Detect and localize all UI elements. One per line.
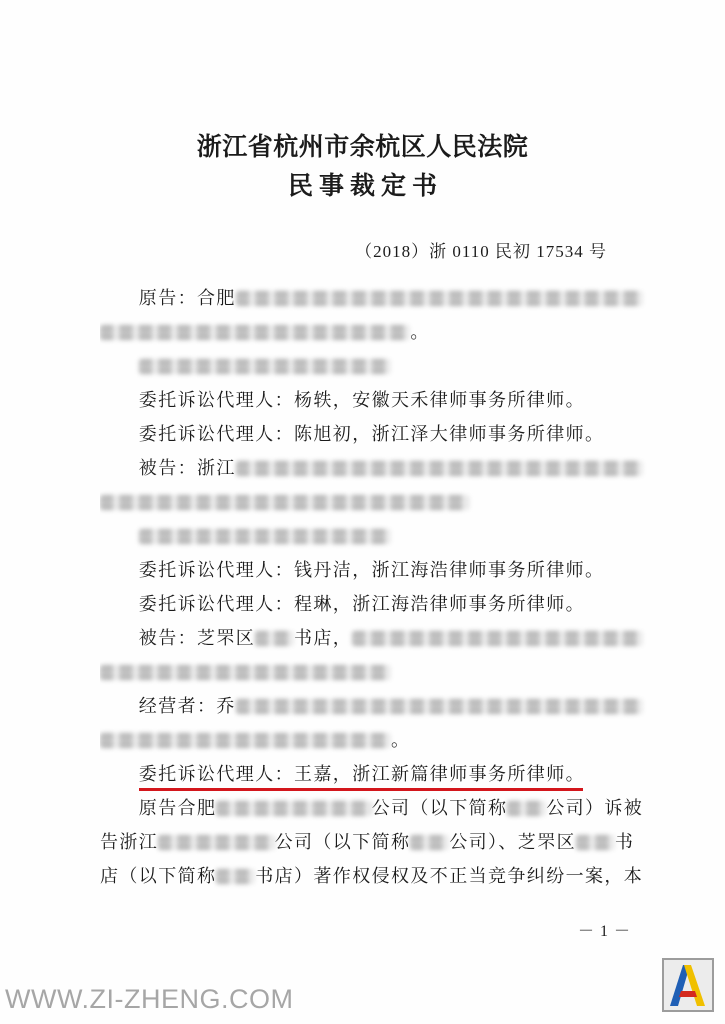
plaintiff-address-end: 。 xyxy=(410,322,430,342)
defendant-1-address-line xyxy=(100,485,660,519)
summary-text: 书店）著作权侵权及不正当竞争纠纷一案，本 xyxy=(255,866,644,886)
redacted-text xyxy=(576,835,615,850)
site-watermark: WWW.ZI-ZHENG.COM xyxy=(5,984,294,1014)
redacted-text xyxy=(139,529,391,544)
defendant-2-agent-line xyxy=(100,757,660,791)
summary-text: 原告合肥 xyxy=(138,798,217,818)
redacted-text xyxy=(100,733,391,748)
defendant-2-address-line xyxy=(100,655,660,689)
plaintiff-agent-2: 委托诉讼代理人：陈旭初，浙江泽大律师事务所律师。 xyxy=(138,424,605,444)
case-number: （2018）浙 0110 民初 17534 号 xyxy=(355,242,607,261)
redacted-text xyxy=(158,835,274,850)
plaintiff-agent-1: 委托诉讼代理人：杨轶，安徽天禾律师事务所律师。 xyxy=(138,390,585,410)
plaintiff-line xyxy=(100,281,660,315)
redacted-text xyxy=(410,835,449,850)
page-number: － 1 － xyxy=(578,923,632,940)
summary-text: 店（以下简称 xyxy=(100,866,217,886)
redacted-text xyxy=(236,291,643,306)
defendant-2-intro: 被告：芝罘区 xyxy=(138,628,256,648)
redacted-text xyxy=(100,325,410,340)
summary-text: 告浙江 xyxy=(100,832,159,852)
redacted-text xyxy=(216,801,371,816)
operator-address-line xyxy=(100,723,660,757)
operator-line xyxy=(100,689,660,723)
summary-text: 公司）诉被 xyxy=(546,798,644,818)
redacted-text xyxy=(100,665,391,680)
redacted-text xyxy=(507,801,546,816)
plaintiff-representative-line xyxy=(100,349,660,383)
defendant-1-intro: 被告：浙江 xyxy=(138,458,236,478)
defendant-2-line xyxy=(100,621,660,655)
operator-address-end: 。 xyxy=(391,730,411,750)
redacted-text xyxy=(100,495,469,510)
document-type: 民事裁定书 xyxy=(287,171,443,200)
summary-text: 公司（以下简称 xyxy=(371,798,508,818)
plaintiff-address-line xyxy=(100,315,660,349)
summary-text: 公司（以下简称 xyxy=(274,832,411,852)
summary-text: 书 xyxy=(614,832,635,852)
summary-line-1 xyxy=(100,791,660,825)
redacted-text xyxy=(236,461,643,476)
summary-text: 公司）、芝罘区 xyxy=(449,832,577,852)
court-name: 浙江省杭州市余杭区人民法院 xyxy=(196,132,529,161)
redacted-text xyxy=(255,631,294,646)
summary-line-3 xyxy=(100,859,660,893)
zi-zheng-logo-icon xyxy=(662,958,714,1012)
defendant-1-line xyxy=(100,451,660,485)
redacted-text xyxy=(236,699,643,714)
defendant-1-agent-2: 委托诉讼代理人：程琳，浙江海浩律师事务所律师。 xyxy=(138,594,585,614)
operator-intro: 经营者：乔 xyxy=(138,696,236,716)
redacted-text xyxy=(352,631,643,646)
defendant-2-name-suffix: 书店， xyxy=(294,628,353,648)
redacted-text xyxy=(139,359,391,374)
redacted-text xyxy=(216,869,255,884)
defendant-2-agent-1: 委托诉讼代理人：王嘉，浙江新篇律师事务所律师。 xyxy=(138,764,585,784)
defendant-1-representative-line xyxy=(100,519,660,553)
plaintiff-intro: 原告：合肥 xyxy=(138,288,236,308)
defendant-1-agent-1: 委托诉讼代理人：钱丹洁，浙江海浩律师事务所律师。 xyxy=(138,560,605,580)
document-body xyxy=(100,281,660,893)
summary-line-2 xyxy=(100,825,660,859)
